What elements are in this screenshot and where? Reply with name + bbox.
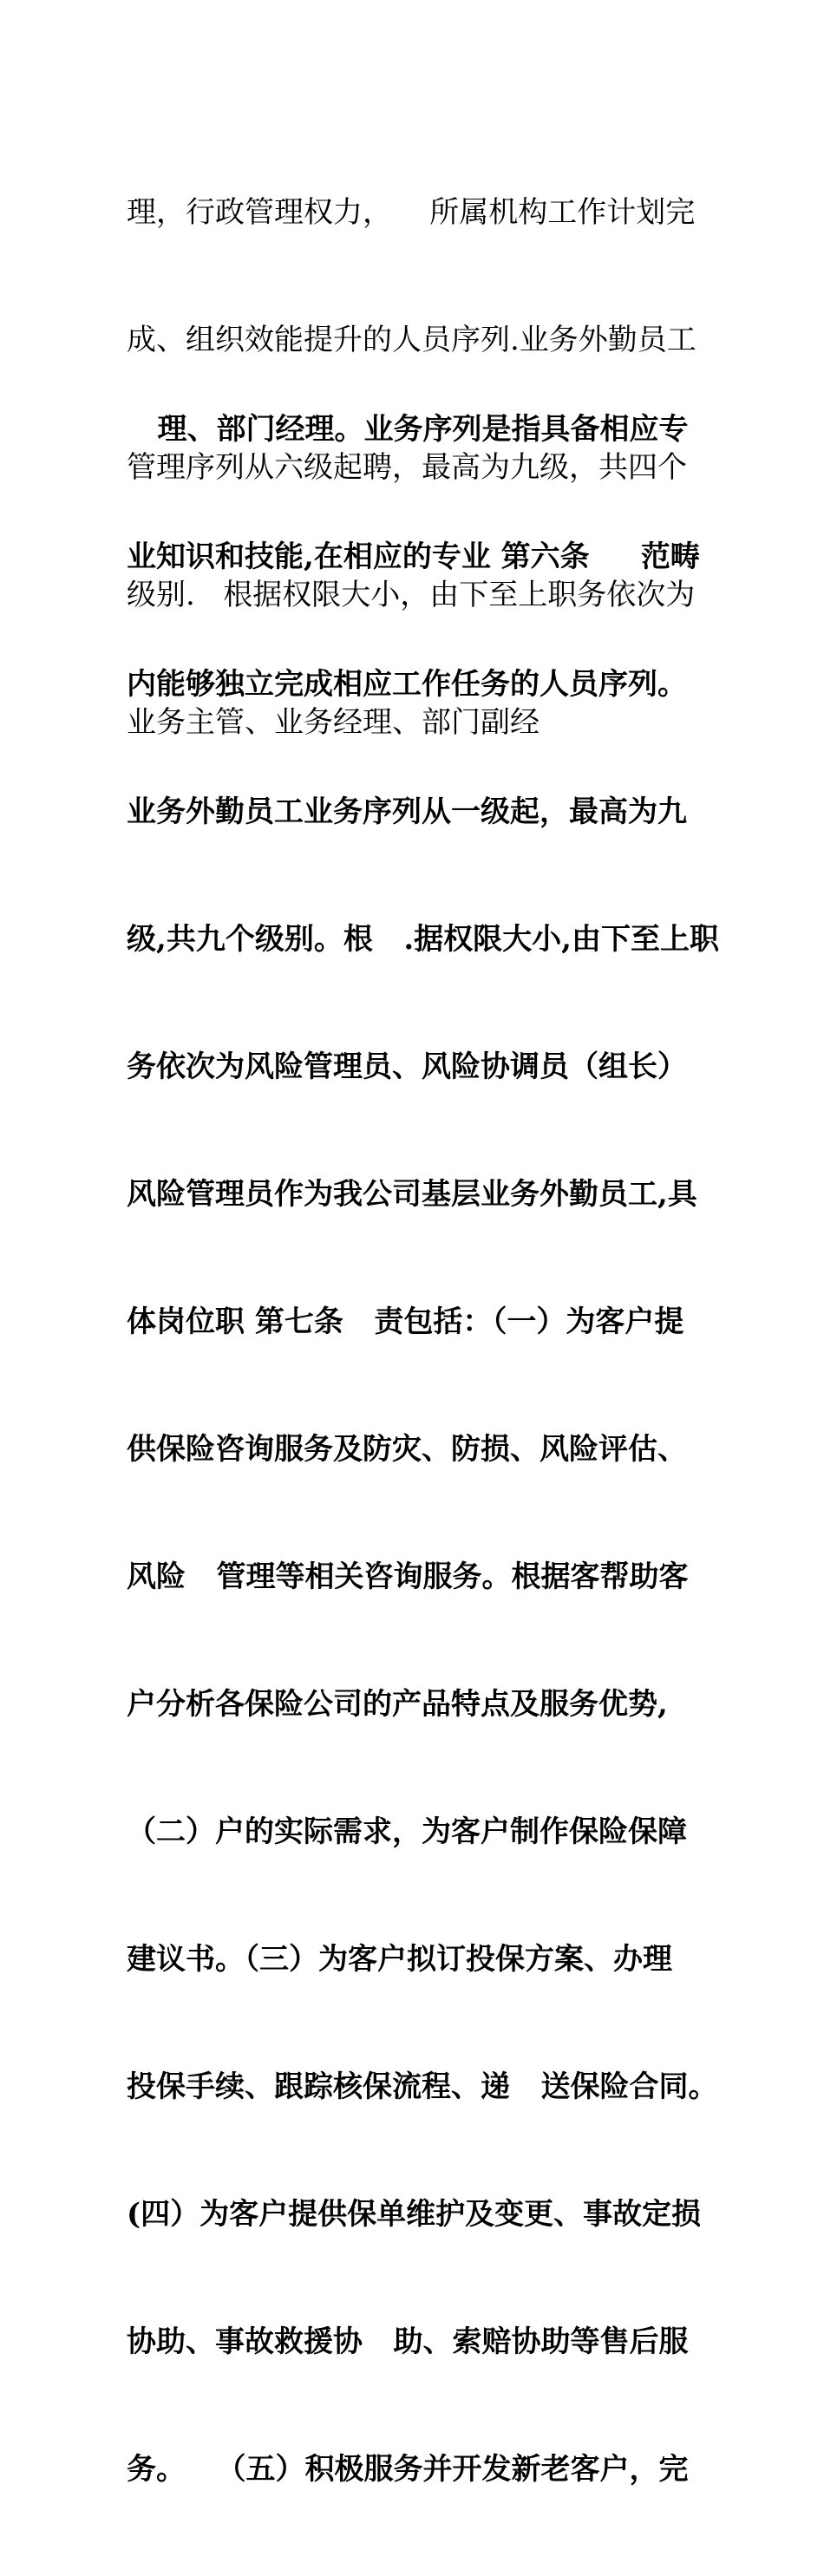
text-line: 供保险咨询服务及防灾、防损、风险评估、 xyxy=(127,1432,687,1467)
text-line: 级别. 根据权限大小，由下至上职务依次为 xyxy=(127,578,696,612)
text-line: （二）户的实际需求，为客户制作保险保障 xyxy=(127,1814,687,1849)
text-line: 风险管理员作为我公司基层业务外勤员工,具 xyxy=(127,1177,697,1212)
text-line: (四）为客户提供保单维护及变更、事故定损 xyxy=(127,2197,702,2232)
text-line: 协助、事故救援协 助、索赔协助等售后服 xyxy=(127,2324,689,2359)
text-line: 户分析各保险公司的产品特点及服务优势, xyxy=(127,1687,668,1722)
paragraph-bold xyxy=(127,324,734,2576)
text-line: 管理序列从六级起聘，最高为九级，共四个 xyxy=(127,450,687,485)
text-line: 业知识和技能,在相应的专业 第六条 范畴 xyxy=(127,539,700,574)
text-line: 建议书。（三）为客户拟订投保方案、办理 xyxy=(127,1942,672,1977)
text-line: 投保手续、跟踪核保流程、递 送保险合同。 xyxy=(127,2069,718,2104)
text-line: 务依次为风险管理员、风险协调员（组长） xyxy=(127,1049,687,1084)
text-line: 风险 管理等相关咨询服务。根据客帮助客 xyxy=(127,1559,689,1594)
text-line: 成、组织效能提升的人员序列.业务外勤员工 xyxy=(127,323,696,357)
text-line: 业务主管、业务经理、部门副经 xyxy=(127,705,540,740)
text-line: 级,共九个级别。根 .据权限大小,由下至上职 xyxy=(127,922,720,957)
text-line: 理，行政管理权力， 所属机构工作计划完 xyxy=(127,195,696,230)
text-line: 体岗位职 第七条 责包括：（一）为客户提 xyxy=(127,1304,684,1339)
text-line: 业务外勤员工业务序列从一级起，最高为九 xyxy=(127,794,687,829)
text-line: 理、部门经理。业务序列是指具备相应专 xyxy=(127,412,689,447)
text-line: 务。 （五）积极服务并开发新老客户，完 xyxy=(127,2452,689,2487)
text-line: 内能够独立完成相应工作任务的人员序列。 xyxy=(127,667,687,702)
